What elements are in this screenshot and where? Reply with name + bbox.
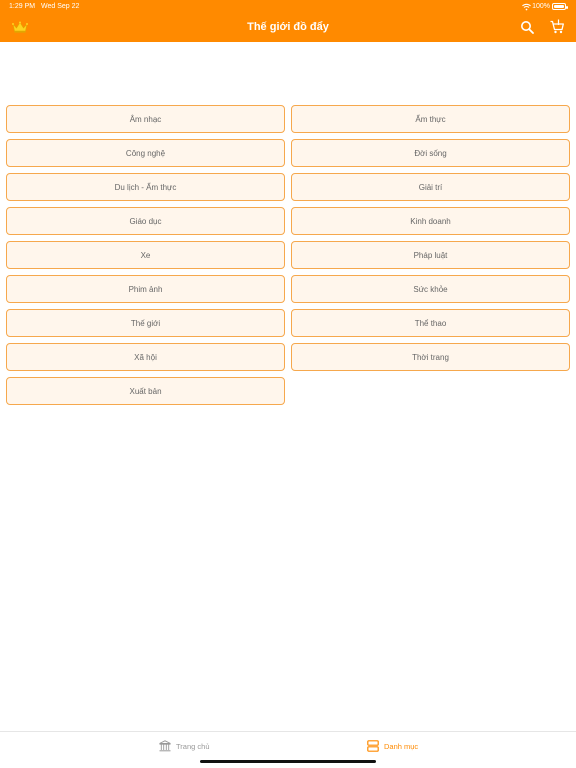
category-button[interactable]: Công nghệ bbox=[6, 139, 285, 167]
battery-percent: 100% bbox=[532, 3, 550, 10]
category-button[interactable]: Giáo dục bbox=[6, 207, 285, 235]
wifi-icon bbox=[522, 3, 531, 11]
status-time: 1:29 PM bbox=[9, 3, 36, 10]
category-button[interactable]: Ẩm thực bbox=[291, 105, 570, 133]
category-button[interactable]: Thế giới bbox=[6, 309, 285, 337]
page-title: Thế giới đồ đẩy bbox=[247, 21, 329, 33]
category-grid bbox=[6, 105, 570, 405]
category-button[interactable]: Pháp luật bbox=[291, 241, 570, 269]
home-indicator bbox=[200, 760, 376, 763]
app-header bbox=[0, 0, 576, 42]
category-button[interactable]: Đời sống bbox=[291, 139, 570, 167]
category-button[interactable]: Thời trang bbox=[291, 343, 570, 371]
category-button[interactable]: Du lịch - Ẩm thực bbox=[6, 173, 285, 201]
category-button[interactable]: Âm nhạc bbox=[6, 105, 285, 133]
category-button[interactable]: Thể thao bbox=[291, 309, 570, 337]
battery-icon bbox=[552, 3, 566, 10]
status-date: Wed Sep 22 bbox=[41, 3, 80, 10]
category-button[interactable]: Sức khỏe bbox=[291, 275, 570, 303]
tab-category[interactable] bbox=[367, 740, 418, 752]
category-button[interactable]: Giải trí bbox=[291, 173, 570, 201]
category-button[interactable]: Xã hội bbox=[6, 343, 285, 371]
cart-icon[interactable] bbox=[550, 19, 564, 35]
category-button[interactable]: Phim ảnh bbox=[6, 275, 285, 303]
tab-category-label: Danh mục bbox=[384, 741, 419, 751]
bank-icon bbox=[159, 740, 171, 752]
category-icon bbox=[367, 740, 379, 752]
category-button[interactable]: Kinh doanh bbox=[291, 207, 570, 235]
tab-home[interactable] bbox=[159, 740, 210, 752]
category-button[interactable]: Xe bbox=[6, 241, 285, 269]
tab-home-label: Trang chủ bbox=[176, 741, 210, 751]
search-icon[interactable] bbox=[520, 20, 534, 34]
category-button[interactable]: Xuất bản bbox=[6, 377, 285, 405]
